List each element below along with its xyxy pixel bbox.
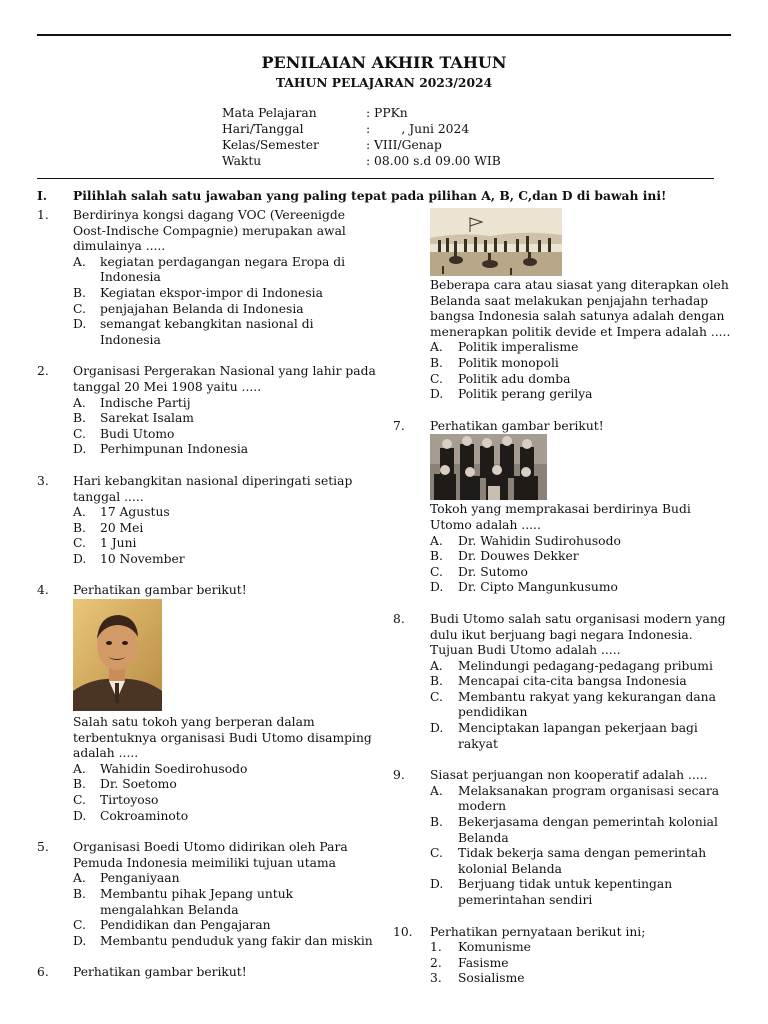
group-photo: [430, 434, 547, 500]
statement-2: 2. Fasisme: [430, 955, 509, 970]
question-text-2: Tokoh yang memprakasai berdirinya Budi Utomo adalah .....: [430, 502, 691, 532]
option-c[interactable]: C. Politik adu domba: [430, 371, 571, 386]
page-subtitle: TAHUN PELAJARAN 2023/2024: [275, 75, 493, 90]
question-4: 4. Perhatikan gambar berikut! Salah satu tokoh yang berperan dalam terbentuknya organisasi Budi Utomo disamping adalah ..... A. Wahidin Soedirohusodo B. Dr. Soetomo C. Tirtoyoso D. Cokroaminoto: [37, 583, 377, 824]
top-rule: [37, 34, 731, 36]
option-c[interactable]: C. Dr. Sutomo: [430, 564, 528, 579]
question-text: Organisasi Pergerakan Nasional yang lahir pada tanggal 20 Mei 1908 yaitu .....: [73, 364, 376, 394]
option-a[interactable]: A. Melaksanakan program organisasi secara modern: [430, 783, 720, 814]
right-column: [393, 208, 735, 1003]
option-d[interactable]: D. Politik perang gerilya: [430, 387, 593, 402]
question-text: Siasat perjuangan non kooperatif adalah .....: [430, 768, 708, 783]
question-text-2: Salah satu tokoh yang berperan dalam terbentuknya organisasi Budi Utomo disamping adalah .....: [73, 715, 372, 761]
question-7: 7. Perhatikan gambar berikut! Tokoh yang memprakasai berdirinya Budi Utomo adalah ..... A. Dr. Wahidin Sudirohusodo B. Dr. Douwes Dekker C. Dr. Sutomo D. Dr. Cipto Mangunkusumo: [393, 419, 735, 596]
option-d[interactable]: D. semangat kebangkitan nasional di Indonesia: [73, 317, 314, 347]
option-b[interactable]: B. Dr. Soetomo: [73, 777, 177, 792]
option-b[interactable]: B. Mencapai cita-cita bangsa Indonesia: [430, 674, 687, 689]
option-a[interactable]: A. Indische Partij: [73, 395, 191, 410]
portrait-photo: [73, 599, 162, 711]
option-d[interactable]: D. Cokroaminoto: [73, 808, 189, 823]
option-a[interactable]: A. Wahidin Soedirohusodo: [73, 761, 248, 776]
option-b[interactable]: B. Politik monopoli: [430, 355, 559, 370]
option-d[interactable]: D. 10 November: [73, 551, 185, 566]
question-text: Budi Utomo salah satu organisasi modern yang dulu ikut berjuang bagi negara Indonesia. Tujuan Budi Utomo adalah .....: [430, 611, 726, 658]
option-c[interactable]: C. Tidak bekerja sama dengan pemerintah kolonial Belanda: [430, 846, 707, 876]
question-text: Perhatikan gambar berikut!: [73, 965, 247, 980]
option-a[interactable]: A. Melindungi pedagang-pedagang pribumi: [430, 658, 713, 673]
option-d[interactable]: D. Membantu penduduk yang fakir dan miskin: [73, 933, 373, 948]
option-d[interactable]: D. Menciptakan lapangan pekerjaan bagi rakyat: [430, 721, 698, 751]
option-b[interactable]: B. Membantu pihak Jepang untuk mengalahkan Belanda: [73, 887, 294, 917]
question-5: 5. Organisasi Boedi Utomo didirikan oleh Para Pemuda Indonesia meimiliki tujuan utama A. Penganiyaan B. Membantu pihak Jepang untuk mengalahkan Belanda C. Pendidikan dan Pengajaran D. Membantu penduduk yang fakir dan miskin: [37, 840, 377, 949]
option-d[interactable]: D. Berjuang tidak untuk kepentingan pemerintahan sendiri: [430, 877, 673, 907]
option-c[interactable]: C. Budi Utomo: [73, 426, 175, 441]
battle-scene-photo: [430, 208, 562, 276]
option-c[interactable]: C. Membantu rakyat yang kekurangan dana pendidikan: [430, 689, 716, 720]
question-3: 3. Hari kebangkitan nasional diperingati setiap tanggal ..... A. 17 Agustus B. 20 Mei C. 1 Juni D. 10 November: [37, 474, 377, 568]
question-text: Perhatikan gambar berikut!: [430, 418, 604, 433]
option-c[interactable]: C. Pendidikan dan Pengajaran: [73, 918, 271, 933]
question-text: Organisasi Boedi Utomo didirikan oleh Para Pemuda Indonesia meimiliki tujuan utama: [73, 840, 348, 870]
option-a[interactable]: A. Dr. Wahidin Sudirohusodo: [430, 533, 621, 548]
statement-1: 1. Komunisme: [430, 940, 531, 955]
question-text: Berdirinya kongsi dagang VOC (Vereenigde Oost-Indische Compagnie) merupakan awal dimulainya .....: [73, 208, 346, 254]
question-6: 6. Perhatikan gambar berikut!: [37, 965, 377, 981]
info-row-time: Waktu : 08.00 s.d 09.00 WIB: [222, 154, 501, 168]
question-9: 9. Siasat perjuangan non kooperatif adalah ..... A. Melaksanakan program organisasi secara modern B. Bekerjasama dengan pemerintah kolonial Belanda C. Tidak bekerja sama dengan pemerintah kolonial Belanda D. Berjuang tidak untuk kepentingan pemerintahan sendiri: [393, 768, 735, 908]
option-b[interactable]: B. 20 Mei: [73, 520, 144, 535]
option-b[interactable]: B. Kegiatan ekspor-impor di Indonesia: [73, 285, 323, 300]
question-text: Perhatikan pernyataan berikut ini;: [430, 924, 646, 939]
info-row-date: Hari/Tanggal : , Juni 2024: [222, 122, 470, 136]
option-d[interactable]: D. Dr. Cipto Mangunkusumo: [430, 580, 618, 595]
question-text: Perhatikan gambar berikut!: [73, 583, 247, 598]
option-d[interactable]: D. Perhimpunan Indonesia: [73, 442, 249, 457]
header-divider: [37, 178, 714, 179]
option-b[interactable]: B. Sarekat Isalam: [73, 411, 194, 426]
option-a[interactable]: A. kegiatan perdagangan negara Eropa di Indonesia: [73, 254, 346, 285]
page-title: PENILAIAN AKHIR TAHUN: [261, 53, 507, 72]
statement-3: 3. Sosialisme: [430, 971, 525, 986]
option-a[interactable]: A. Penganiyaan: [73, 871, 180, 886]
exam-info: [222, 106, 501, 170]
question-8: 8. Budi Utomo salah satu organisasi modern yang dulu ikut berjuang bagi negara Indonesia. Tujuan Budi Utomo adalah ..... A. Melindungi pedagang-pedagang pribumi B. Mencapai cita-cita bangsa Indonesia C. Membantu rakyat yang kekurangan dana pendidikan D. Menciptakan lapangan pekerjaan bagi rakyat: [393, 612, 735, 752]
question-1: 1. Berdirinya kongsi dagang VOC (Vereenigde Oost-Indische Compagnie) merupakan awal dimulainya ..... A. kegiatan perdagangan negara Eropa di Indonesia B. Kegiatan ekspor-impor di Indonesia C. penjajahan Belanda di Indonesia D. semangat kebangkitan nasional di Indonesia: [37, 208, 377, 348]
option-c[interactable]: C. penjajahan Belanda di Indonesia: [73, 301, 304, 316]
question-2: 2. Organisasi Pergerakan Nasional yang lahir pada tanggal 20 Mei 1908 yaitu ..... A. Indische Partij B. Sarekat Isalam C. Budi Utomo D. Perhimpunan Indonesia: [37, 364, 376, 457]
question-text: Hari kebangkitan nasional diperingati setiap tanggal .....: [73, 473, 353, 504]
question-text-2: Beberapa cara atau siasat yang diterapkan oleh Belanda saat melakukan penjajahn terhadap bangsa Indonesia salah satunya adalah dengan menerapkan politik devide et Impera adalah .....: [430, 278, 731, 339]
question-6-continued: [393, 208, 735, 403]
option-a[interactable]: A. 17 Agustus: [73, 505, 170, 520]
option-b[interactable]: B. Dr. Douwes Dekker: [430, 549, 579, 564]
info-row-class: Kelas/Semester : VIII/Genap: [222, 138, 442, 152]
question-10: 10. Perhatikan pernyataan berikut ini; 1. Komunisme 2. Fasisme 3. Sosialisme: [393, 925, 735, 987]
option-a[interactable]: A. Politik imperalisme: [430, 340, 579, 355]
option-c[interactable]: C. Tirtoyoso: [73, 793, 159, 808]
option-b[interactable]: B. Bekerjasama dengan pemerintah kolonial Belanda: [430, 815, 718, 845]
option-c[interactable]: C. 1 Juni: [73, 536, 137, 551]
left-column: [37, 208, 377, 997]
info-row-subject: Mata Pelajaran : PPKn: [222, 106, 408, 120]
section-instruction: I. Pilihlah salah satu jawaban yang paling tepat pada pilihan A, B, C,dan D di bawah ini!: [37, 188, 667, 203]
